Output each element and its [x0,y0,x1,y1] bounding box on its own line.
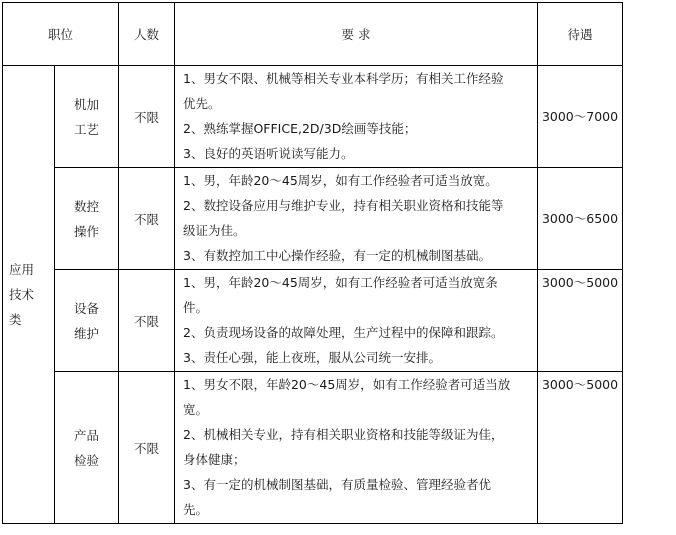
salary-cell: 3000～7000 [538,66,623,168]
header-salary: 待遇 [538,3,623,66]
position-title-line: 工艺 [74,121,100,137]
position-title-line: 数控 [74,198,100,214]
category-label-line: 应用 [9,262,35,277]
position-title-line: 维护 [74,325,100,341]
requirement-line: 2、熟练掌握OFFICE,2D/3D绘画等技能； [183,121,417,136]
headcount-cell: 不限 [119,168,175,270]
position-title-line: 检验 [74,452,100,468]
requirement-line: 先。 [183,502,209,517]
position-title-cell [55,168,119,270]
header-headcount: 人数 [119,3,175,66]
requirements-cell [175,270,538,372]
requirement-line: 1、男女不限，年龄20～45周岁，如有工作经验者可适当放 [183,377,511,392]
requirement-line: 2、机械相关专业，持有相关职业资格和技能等级证为佳， [183,427,504,442]
position-title-line: 产品 [74,427,100,443]
headcount-cell: 不限 [119,372,175,524]
requirement-line: 身体健康； [183,452,246,467]
table-row [3,270,623,372]
position-title-cell [55,270,119,372]
requirement-line: 3、责任心强，能上夜班，服从公司统一安排。 [183,350,441,365]
salary-cell: 3000～5000 [538,372,623,524]
category-cell [3,66,55,524]
requirement-line: 2、负责现场设备的故障处理，生产过程中的保障和跟踪。 [183,325,504,340]
requirement-line: 3、有数控加工中心操作经验，有一定的机械制图基础。 [183,248,491,263]
position-title-cell [55,372,119,524]
requirement-line: 件。 [183,300,209,315]
requirement-line: 优先。 [183,96,221,111]
category-label-line: 技术 [9,287,35,302]
requirement-line: 2、数控设备应用与维护专业，持有相关职业资格和技能等 [183,198,504,213]
table-row [3,66,623,168]
header-requirements: 要 求 [175,3,538,66]
salary-cell: 3000～5000 [538,270,623,372]
requirement-line: 1、男，年龄20～45周岁，如有工作经验者可适当放宽。 [183,173,498,188]
requirement-line: 1、男女不限、机械等相关专业本科学历；有相关工作经验 [183,71,504,86]
salary-cell: 3000～6500 [538,168,623,270]
position-title-line: 设备 [74,300,100,316]
requirements-cell [175,66,538,168]
headcount-cell: 不限 [119,66,175,168]
header-position: 职位 [3,3,119,66]
position-title-line: 操作 [74,223,100,239]
job-requirements-table [2,2,623,524]
requirement-line: 1、男，年龄20～45周岁，如有工作经验者可适当放宽条 [183,275,498,290]
requirement-line: 3、良好的英语听说读写能力。 [183,146,354,161]
requirement-line: 3、有一定的机械制图基础，有质量检验、管理经验者优 [183,477,491,492]
requirements-cell [175,372,538,524]
position-title-cell [55,66,119,168]
table-row [3,168,623,270]
headcount-cell: 不限 [119,270,175,372]
requirement-line: 宽。 [183,402,209,417]
requirements-cell [175,168,538,270]
requirement-line: 级证为佳。 [183,223,246,238]
table-header-row [3,3,623,66]
table-row [3,372,623,524]
category-label-line: 类 [9,312,22,327]
position-title-line: 机加 [74,96,100,112]
